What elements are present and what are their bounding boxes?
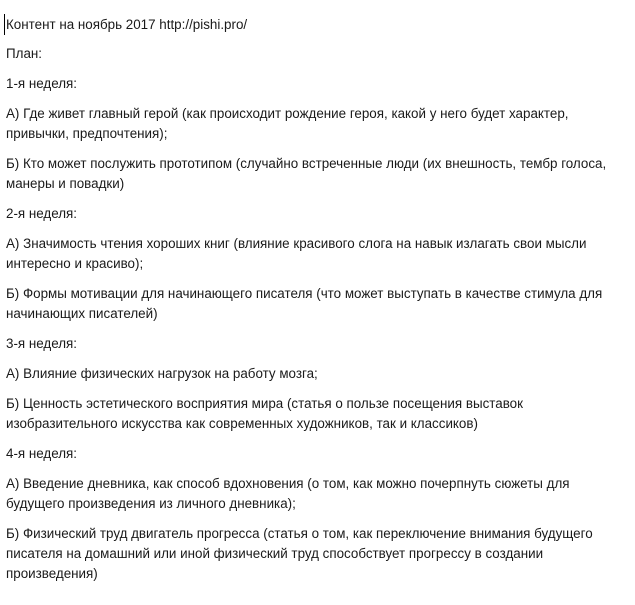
week-1-heading: 1-я неделя:	[6, 76, 78, 91]
week-1-item-a: А) Где живет главный герой (как происходит рождение героя, какой у него будет характер, привычки, предпочтения);	[6, 106, 569, 141]
week-1-item-b: Б) Кто может послужить прототипом (случайно встреченные люди (их внешность, тембр голоса, манеры и повадки)	[6, 156, 607, 191]
week-3-item-b: Б) Ценность эстетического восприятия мира (статья о пользе посещения выставок изобразительного искусства как современных художников, так и классиков)	[6, 396, 523, 431]
week-2-item-a: А) Значимость чтения хороших книг (влияние красивого слога на навык излагать свои мысли интересно и красиво);	[6, 236, 587, 271]
week-3-heading: 3-я неделя:	[6, 336, 78, 351]
week-2-heading: 2-я неделя:	[6, 206, 78, 221]
document-title: Контент на ноябрь 2017 http://pishi.pro/	[6, 17, 248, 32]
plan-label: План:	[6, 46, 43, 61]
week-3-item-a: А) Влияние физических нагрузок на работу мозга;	[6, 366, 318, 381]
week-4-item-b: Б) Физический труд двигатель прогресса (статья о том, как переключение внимания будущего писателя на домашний или иной физический труд способствует прогрессу в создании произведения)	[6, 526, 593, 581]
text-cursor	[4, 14, 5, 35]
week-4-item-a: А) Введение дневника, как способ вдохновения (о том, как можно почерпнуть сюжеты для будущего произведения из личного дневника);	[6, 476, 570, 511]
week-4-heading: 4-я неделя:	[6, 446, 78, 461]
week-2-item-b: Б) Формы мотивации для начинающего писателя (что может выступать в качестве стимула для начинающих писателей)	[6, 286, 603, 321]
